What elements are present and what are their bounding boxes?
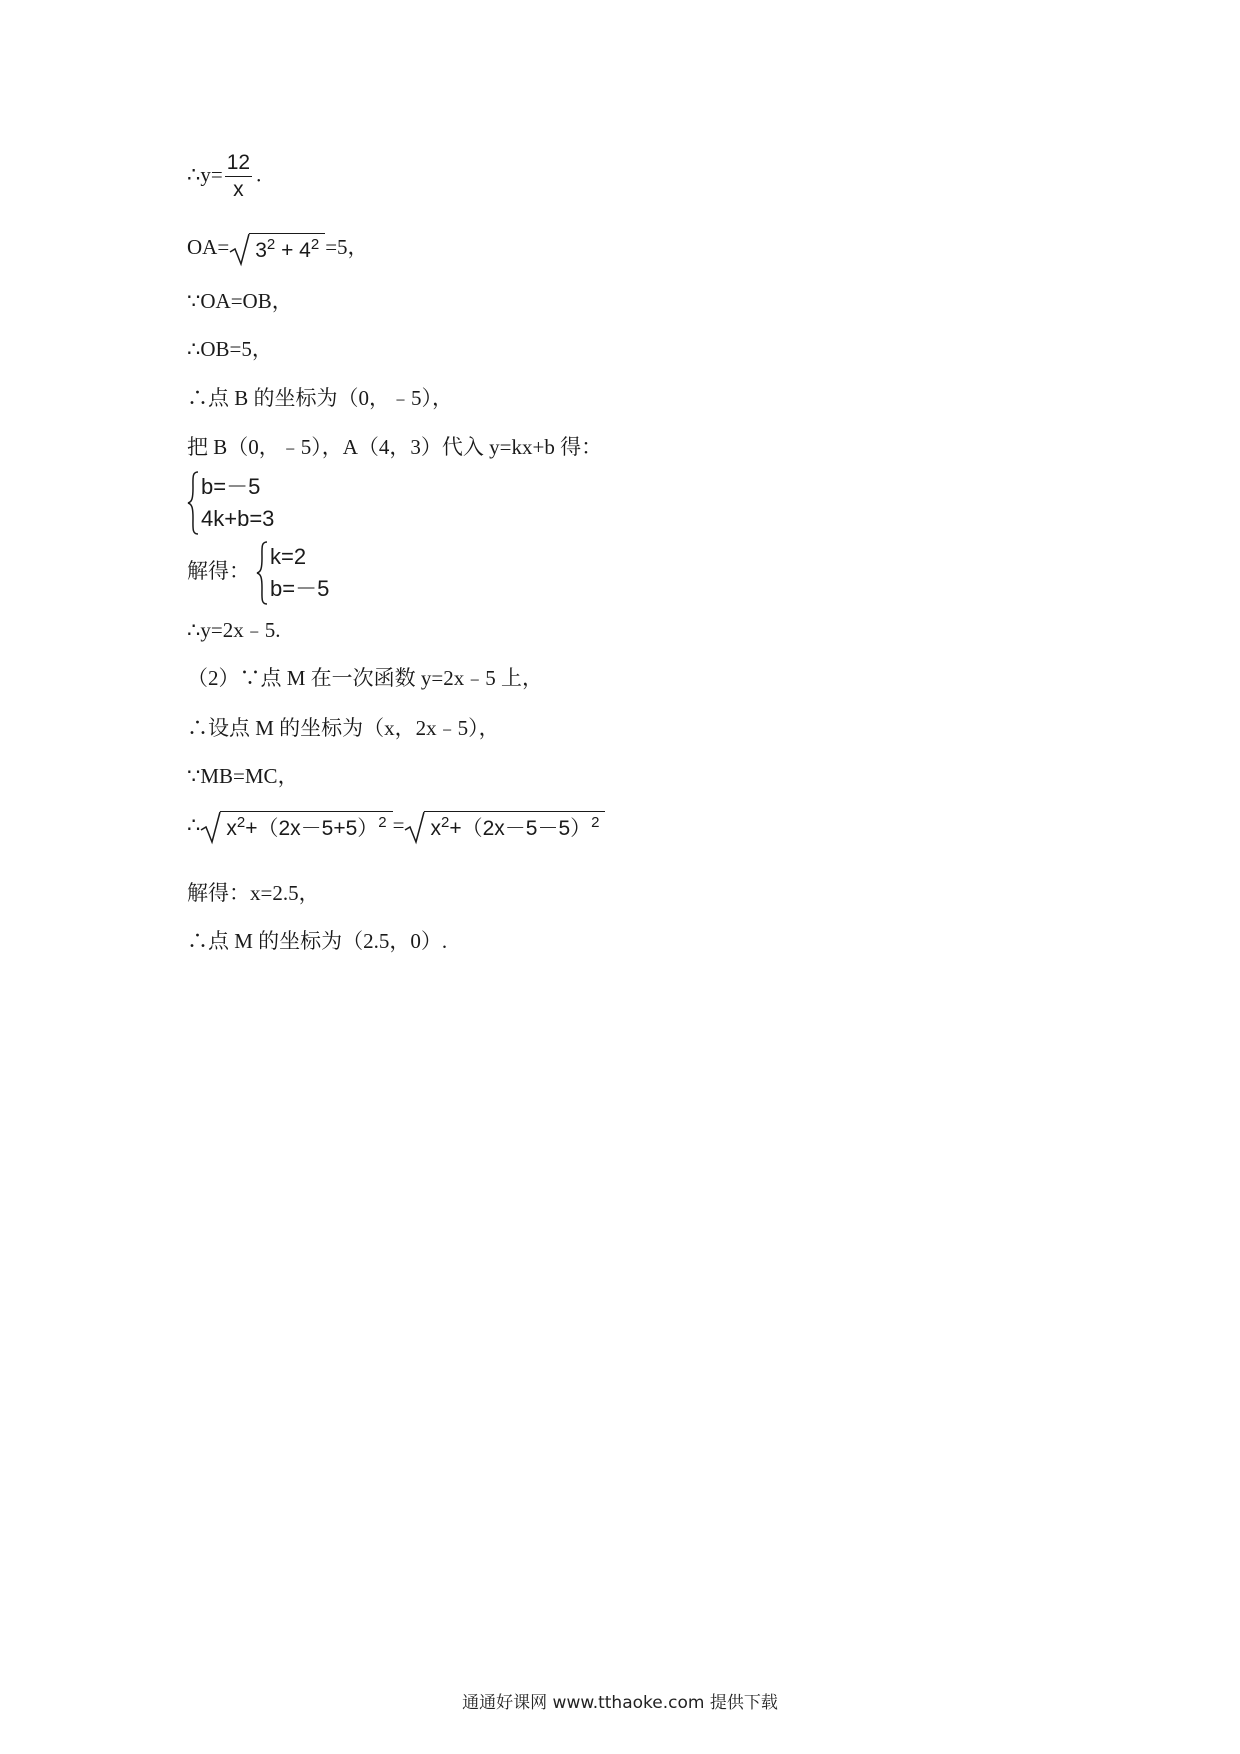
exponent: 2 (310, 235, 320, 253)
text: ∴y= (187, 162, 223, 187)
text: OA= (187, 235, 230, 259)
left-brace-icon (256, 540, 270, 606)
text: +（2x－5－5） (449, 816, 592, 840)
numerator: 12 (225, 150, 252, 177)
text: . (256, 162, 262, 187)
square-root (229, 233, 325, 266)
equation-y-equals-12-over-x (187, 150, 261, 203)
exponent: 2 (236, 813, 246, 831)
text: +（2x－5+5） (245, 816, 379, 840)
square-root-right (404, 811, 605, 844)
left-brace-icon (187, 470, 201, 536)
exponent: 2 (440, 813, 450, 831)
exponent: 2 (378, 813, 387, 831)
text: x (430, 816, 441, 840)
text: 4 (299, 238, 311, 262)
line-point-m-coords: ∴点 M 的坐标为（2.5，0）. (187, 929, 448, 953)
line-substitute: 把 B（0，﹣5），A（4，3）代入 y=kx+b 得： (187, 435, 603, 459)
page-footer: 通通好课网 www.tthaoke.com 提供下载 (462, 1693, 778, 1713)
line-y-equals-2x-minus-5: ∴y=2x﹣5. (187, 618, 281, 642)
text: =5， (325, 235, 369, 259)
system-1-row-1: b=－5 (201, 474, 261, 499)
text: 3 (255, 238, 267, 262)
line-ob-equals-5: ∴OB=5， (187, 337, 273, 361)
line-oa-equals-ob: ∵OA=OB， (187, 289, 293, 313)
equation-distance-equality (187, 810, 605, 844)
equation-oa-length (187, 232, 369, 266)
square-root-left (200, 811, 392, 844)
system-1-row-2: 4k+b=3 (201, 506, 275, 531)
line-mb-equals-mc: ∵MB=MC， (187, 764, 299, 788)
text: + (281, 238, 294, 262)
equation-system-1 (187, 470, 307, 536)
text: x (226, 816, 237, 840)
text: ∴ (187, 813, 201, 837)
exponent: 2 (266, 235, 276, 253)
exponent: 2 (591, 813, 600, 831)
radical-sign-icon (404, 811, 426, 845)
line-part-2: （2）∵点 M 在一次函数 y=2x﹣5 上， (187, 666, 544, 690)
label-solution: 解得： (187, 559, 250, 583)
line-set-point-m: ∴设点 M 的坐标为（x，2x﹣5）， (187, 716, 500, 740)
system-2-row-2: b=－5 (270, 576, 330, 601)
fraction (225, 150, 252, 203)
text: = (392, 813, 405, 837)
denominator: x (233, 178, 244, 201)
line-point-b-coords: ∴点 B 的坐标为（0，﹣5）， (187, 386, 454, 410)
line-solve-x: 解得：x=2.5， (187, 881, 320, 905)
radical-sign-icon (200, 811, 222, 845)
system-2-row-1: k=2 (270, 544, 307, 569)
radical-sign-icon (229, 233, 251, 267)
equation-system-2 (256, 540, 356, 606)
